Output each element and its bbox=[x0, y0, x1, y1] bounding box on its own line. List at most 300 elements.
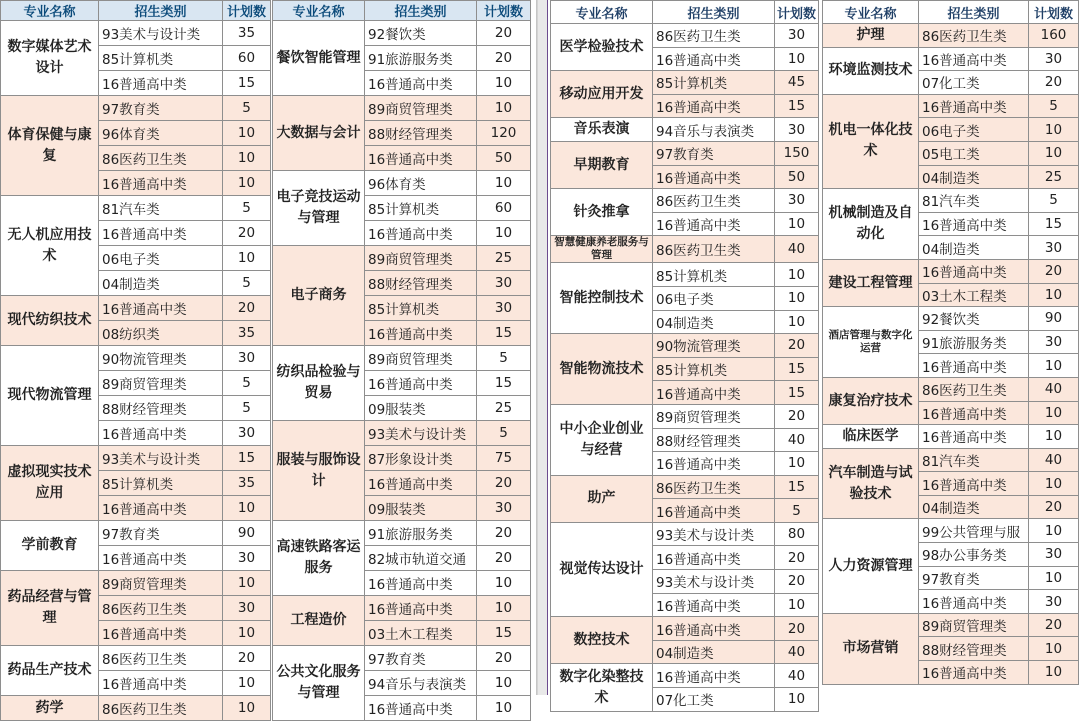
plan-count-cell: 5 bbox=[775, 499, 819, 523]
category-cell: 97教育类 bbox=[99, 96, 223, 121]
plan-count-cell: 10 bbox=[775, 212, 819, 236]
category-cell: 16普通高中类 bbox=[365, 571, 477, 596]
category-cell: 16普通高中类 bbox=[365, 471, 477, 496]
table-row bbox=[1, 446, 271, 471]
category-cell: 16普通高中类 bbox=[99, 621, 223, 646]
category-cell: 85计算机类 bbox=[653, 71, 775, 95]
major-name: 无人机应用技术 bbox=[1, 196, 99, 296]
category-cell: 86医药卫生类 bbox=[653, 189, 775, 213]
major-name: 电子竞技运动与管理 bbox=[273, 171, 365, 246]
plan-count-cell: 10 bbox=[1029, 519, 1079, 543]
table-row bbox=[273, 421, 531, 446]
plan-count-cell: 10 bbox=[775, 688, 819, 712]
category-cell: 88财经管理类 bbox=[99, 396, 223, 421]
major-name: 数控技术 bbox=[551, 617, 653, 664]
plan-count-cell: 50 bbox=[775, 165, 819, 189]
plan-count-cell: 15 bbox=[775, 381, 819, 405]
table-row bbox=[823, 94, 1079, 118]
plan-count-cell: 30 bbox=[1029, 590, 1079, 614]
category-cell: 16普通高中类 bbox=[365, 146, 477, 171]
column-header-major: 专业名称 bbox=[551, 1, 653, 24]
table-row bbox=[823, 189, 1079, 213]
category-cell: 86医药卫生类 bbox=[99, 696, 223, 721]
table-row bbox=[551, 263, 819, 287]
plan-count-cell: 15 bbox=[775, 94, 819, 118]
category-cell: 81汽车类 bbox=[919, 448, 1029, 472]
category-cell: 16普通高中类 bbox=[919, 259, 1029, 283]
column-header-category: 招生类别 bbox=[365, 1, 477, 21]
major-name: 康复治疗技术 bbox=[823, 377, 919, 424]
column-header-major: 专业名称 bbox=[1, 1, 99, 21]
plan-count-cell: 20 bbox=[477, 646, 531, 671]
plan-count-cell: 20 bbox=[775, 334, 819, 358]
category-cell: 86医药卫生类 bbox=[653, 24, 775, 48]
category-cell: 04制造类 bbox=[653, 310, 775, 334]
table-row bbox=[551, 24, 819, 48]
category-cell: 85计算机类 bbox=[99, 46, 223, 71]
major-name: 服装与服饰设计 bbox=[273, 421, 365, 521]
plan-count-cell: 40 bbox=[1029, 448, 1079, 472]
table-row bbox=[823, 24, 1079, 48]
category-cell: 91旅游服务类 bbox=[365, 521, 477, 546]
plan-count-cell: 10 bbox=[223, 121, 271, 146]
plan-count-cell: 20 bbox=[1029, 495, 1079, 519]
plan-count-cell: 20 bbox=[223, 221, 271, 246]
table-row bbox=[823, 448, 1079, 472]
table-row bbox=[1, 521, 271, 546]
category-cell: 04制造类 bbox=[99, 271, 223, 296]
plan-count-cell: 10 bbox=[775, 593, 819, 617]
major-name: 早期教育 bbox=[551, 141, 653, 188]
category-cell: 93美术与设计类 bbox=[653, 522, 775, 546]
category-cell: 89商贸管理类 bbox=[365, 246, 477, 271]
category-cell: 06电子类 bbox=[919, 118, 1029, 142]
plan-count-cell: 5 bbox=[223, 196, 271, 221]
category-cell: 93美术与设计类 bbox=[653, 570, 775, 594]
plan-count-cell: 15 bbox=[477, 371, 531, 396]
category-cell: 05电工类 bbox=[919, 141, 1029, 165]
plan-count-cell: 30 bbox=[477, 296, 531, 321]
category-cell: 16普通高中类 bbox=[365, 696, 477, 721]
category-cell: 85计算机类 bbox=[365, 296, 477, 321]
plan-count-cell: 10 bbox=[477, 171, 531, 196]
plan-count-cell: 10 bbox=[1029, 472, 1079, 496]
category-cell: 86医药卫生类 bbox=[653, 236, 775, 263]
plan-count-cell: 30 bbox=[477, 496, 531, 521]
category-cell: 85计算机类 bbox=[99, 471, 223, 496]
category-cell: 16普通高中类 bbox=[653, 94, 775, 118]
plan-count-cell: 15 bbox=[223, 446, 271, 471]
plan-count-cell: 10 bbox=[775, 452, 819, 476]
category-cell: 86医药卫生类 bbox=[653, 475, 775, 499]
category-cell: 85计算机类 bbox=[653, 357, 775, 381]
category-cell: 16普通高中类 bbox=[653, 617, 775, 641]
table-row bbox=[273, 646, 531, 671]
plan-count-cell: 35 bbox=[223, 21, 271, 46]
category-cell: 16普通高中类 bbox=[919, 212, 1029, 236]
plan-count-cell: 15 bbox=[477, 321, 531, 346]
enrollment-table-4 bbox=[822, 0, 1079, 685]
table-row bbox=[823, 307, 1079, 331]
table-row bbox=[551, 189, 819, 213]
page-gap bbox=[537, 0, 547, 695]
right-panel bbox=[547, 0, 1090, 710]
category-cell: 16普通高中类 bbox=[919, 425, 1029, 449]
plan-count-cell: 30 bbox=[1029, 236, 1079, 260]
category-cell: 06电子类 bbox=[653, 286, 775, 310]
plan-count-cell: 20 bbox=[775, 546, 819, 570]
plan-count-cell: 90 bbox=[223, 521, 271, 546]
table-row bbox=[551, 404, 819, 428]
major-name: 虚拟现实技术应用 bbox=[1, 446, 99, 521]
plan-count-cell: 20 bbox=[477, 471, 531, 496]
table-row bbox=[551, 141, 819, 165]
category-cell: 97教育类 bbox=[919, 566, 1029, 590]
plan-count-cell: 30 bbox=[223, 346, 271, 371]
category-cell: 16普通高中类 bbox=[919, 401, 1029, 425]
plan-count-cell: 20 bbox=[1029, 613, 1079, 637]
plan-count-cell: 20 bbox=[1029, 259, 1079, 283]
category-cell: 09服装类 bbox=[365, 396, 477, 421]
column-header-plan: 计划数 bbox=[1029, 1, 1079, 24]
major-name: 市场营销 bbox=[823, 613, 919, 684]
major-name: 数字媒体艺术设计 bbox=[1, 21, 99, 96]
table-row bbox=[551, 617, 819, 641]
major-name: 人力资源管理 bbox=[823, 519, 919, 613]
category-cell: 86医药卫生类 bbox=[99, 646, 223, 671]
major-name: 音乐表演 bbox=[551, 118, 653, 142]
plan-count-cell: 30 bbox=[1029, 330, 1079, 354]
plan-count-cell: 15 bbox=[775, 475, 819, 499]
enrollment-table-1 bbox=[0, 0, 271, 721]
category-cell: 94音乐与表演类 bbox=[365, 671, 477, 696]
category-cell: 16普通高中类 bbox=[99, 496, 223, 521]
plan-count-cell: 30 bbox=[1029, 47, 1079, 71]
category-cell: 16普通高中类 bbox=[653, 212, 775, 236]
plan-count-cell: 60 bbox=[223, 46, 271, 71]
left-panel bbox=[0, 0, 537, 718]
table-row bbox=[273, 596, 531, 621]
category-cell: 93美术与设计类 bbox=[99, 446, 223, 471]
plan-count-cell: 20 bbox=[223, 296, 271, 321]
table-row bbox=[551, 664, 819, 688]
table-row bbox=[551, 522, 819, 546]
plan-count-cell: 15 bbox=[775, 357, 819, 381]
category-cell: 89商贸管理类 bbox=[365, 96, 477, 121]
table-row bbox=[273, 96, 531, 121]
plan-count-cell: 40 bbox=[775, 236, 819, 263]
column-header-major: 专业名称 bbox=[273, 1, 365, 21]
plan-count-cell: 30 bbox=[223, 546, 271, 571]
column-header-category: 招生类别 bbox=[99, 1, 223, 21]
category-cell: 93美术与设计类 bbox=[99, 21, 223, 46]
category-cell: 16普通高中类 bbox=[365, 371, 477, 396]
table-row bbox=[1, 346, 271, 371]
major-name: 机电一体化技术 bbox=[823, 94, 919, 188]
plan-count-cell: 10 bbox=[223, 621, 271, 646]
major-name: 视觉传达设计 bbox=[551, 522, 653, 616]
category-cell: 16普通高中类 bbox=[99, 221, 223, 246]
plan-count-cell: 30 bbox=[775, 118, 819, 142]
table-row bbox=[1, 646, 271, 671]
category-cell: 92餐饮类 bbox=[919, 307, 1029, 331]
category-cell: 16普通高中类 bbox=[365, 221, 477, 246]
category-cell: 86医药卫生类 bbox=[919, 377, 1029, 401]
category-cell: 85计算机类 bbox=[653, 263, 775, 287]
plan-count-cell: 10 bbox=[1029, 283, 1079, 307]
header-row bbox=[1, 1, 271, 21]
table-row bbox=[823, 519, 1079, 543]
category-cell: 16普通高中类 bbox=[919, 47, 1029, 71]
category-cell: 91旅游服务类 bbox=[919, 330, 1029, 354]
major-name: 助产 bbox=[551, 475, 653, 522]
plan-count-cell: 10 bbox=[1029, 425, 1079, 449]
plan-count-cell: 5 bbox=[1029, 189, 1079, 213]
plan-count-cell: 10 bbox=[775, 310, 819, 334]
column-header-plan: 计划数 bbox=[775, 1, 819, 24]
plan-count-cell: 20 bbox=[775, 404, 819, 428]
category-cell: 90物流管理类 bbox=[653, 334, 775, 358]
category-cell: 88财经管理类 bbox=[653, 428, 775, 452]
plan-count-cell: 10 bbox=[477, 571, 531, 596]
category-cell: 98办公事务类 bbox=[919, 543, 1029, 567]
category-cell: 16普通高中类 bbox=[919, 354, 1029, 378]
category-cell: 16普通高中类 bbox=[919, 590, 1029, 614]
plan-count-cell: 20 bbox=[477, 521, 531, 546]
plan-count-cell: 20 bbox=[477, 21, 531, 46]
enrollment-table-3 bbox=[550, 0, 819, 712]
category-cell: 99公共管理与服 bbox=[919, 519, 1029, 543]
plan-count-cell: 10 bbox=[223, 171, 271, 196]
category-cell: 94音乐与表演类 bbox=[653, 118, 775, 142]
major-name: 学前教育 bbox=[1, 521, 99, 571]
category-cell: 08纺织类 bbox=[99, 321, 223, 346]
table-row bbox=[273, 346, 531, 371]
enrollment-table-2 bbox=[272, 0, 531, 721]
plan-count-cell: 10 bbox=[477, 71, 531, 96]
plan-count-cell: 20 bbox=[477, 46, 531, 71]
table-row bbox=[1, 21, 271, 46]
table-row bbox=[823, 377, 1079, 401]
plan-count-cell: 160 bbox=[1029, 24, 1079, 48]
header-row bbox=[273, 1, 531, 21]
table-row bbox=[551, 475, 819, 499]
category-cell: 88财经管理类 bbox=[365, 271, 477, 296]
plan-count-cell: 30 bbox=[1029, 543, 1079, 567]
plan-count-cell: 10 bbox=[775, 286, 819, 310]
category-cell: 16普通高中类 bbox=[365, 596, 477, 621]
category-cell: 97教育类 bbox=[653, 141, 775, 165]
major-name: 现代物流管理 bbox=[1, 346, 99, 446]
table-row bbox=[551, 71, 819, 95]
plan-count-cell: 5 bbox=[477, 346, 531, 371]
major-name: 建设工程管理 bbox=[823, 259, 919, 306]
plan-count-cell: 10 bbox=[477, 696, 531, 721]
category-cell: 16普通高中类 bbox=[653, 47, 775, 71]
category-cell: 07化工类 bbox=[919, 71, 1029, 95]
category-cell: 16普通高中类 bbox=[99, 71, 223, 96]
plan-count-cell: 35 bbox=[223, 471, 271, 496]
table-row bbox=[273, 171, 531, 196]
table-row bbox=[1, 96, 271, 121]
plan-count-cell: 10 bbox=[1029, 141, 1079, 165]
category-cell: 89商贸管理类 bbox=[99, 571, 223, 596]
table-row bbox=[551, 334, 819, 358]
plan-count-cell: 20 bbox=[775, 617, 819, 641]
plan-count-cell: 25 bbox=[477, 396, 531, 421]
header-row bbox=[823, 1, 1079, 24]
plan-count-cell: 10 bbox=[775, 47, 819, 71]
category-cell: 16普通高中类 bbox=[919, 661, 1029, 685]
category-cell: 16普通高中类 bbox=[653, 546, 775, 570]
table-row bbox=[823, 425, 1079, 449]
major-name: 中小企业创业与经营 bbox=[551, 404, 653, 475]
plan-count-cell: 20 bbox=[223, 646, 271, 671]
plan-count-cell: 5 bbox=[223, 396, 271, 421]
plan-count-cell: 10 bbox=[223, 571, 271, 596]
category-cell: 04制造类 bbox=[919, 495, 1029, 519]
major-name: 药品生产技术 bbox=[1, 646, 99, 696]
category-cell: 89商贸管理类 bbox=[365, 346, 477, 371]
major-name: 环境监测技术 bbox=[823, 47, 919, 94]
category-cell: 03土木工程类 bbox=[365, 621, 477, 646]
major-name: 公共文化服务与管理 bbox=[273, 646, 365, 721]
category-cell: 86医药卫生类 bbox=[99, 596, 223, 621]
category-cell: 04制造类 bbox=[919, 165, 1029, 189]
category-cell: 96体育类 bbox=[365, 171, 477, 196]
plan-count-cell: 20 bbox=[775, 570, 819, 594]
plan-count-cell: 60 bbox=[477, 196, 531, 221]
major-name: 智能物流技术 bbox=[551, 334, 653, 405]
plan-count-cell: 10 bbox=[1029, 118, 1079, 142]
category-cell: 09服装类 bbox=[365, 496, 477, 521]
plan-count-cell: 30 bbox=[223, 421, 271, 446]
major-name: 移动应用开发 bbox=[551, 71, 653, 118]
major-name: 餐饮智能管理 bbox=[273, 21, 365, 96]
plan-count-cell: 30 bbox=[223, 596, 271, 621]
plan-count-cell: 30 bbox=[775, 24, 819, 48]
category-cell: 16普通高中类 bbox=[919, 94, 1029, 118]
category-cell: 16普通高中类 bbox=[99, 421, 223, 446]
column-header-plan: 计划数 bbox=[223, 1, 271, 21]
column-header-category: 招生类别 bbox=[653, 1, 775, 24]
major-name: 高速铁路客运服务 bbox=[273, 521, 365, 596]
plan-count-cell: 5 bbox=[223, 271, 271, 296]
category-cell: 16普通高中类 bbox=[653, 452, 775, 476]
plan-count-cell: 5 bbox=[223, 371, 271, 396]
major-name: 工程造价 bbox=[273, 596, 365, 646]
plan-count-cell: 30 bbox=[775, 189, 819, 213]
table-row bbox=[551, 236, 819, 263]
category-cell: 91旅游服务类 bbox=[365, 46, 477, 71]
category-cell: 86医药卫生类 bbox=[919, 24, 1029, 48]
table-row bbox=[273, 246, 531, 271]
category-cell: 97教育类 bbox=[365, 646, 477, 671]
category-cell: 16普通高中类 bbox=[653, 165, 775, 189]
category-cell: 07化工类 bbox=[653, 688, 775, 712]
major-name: 智能控制技术 bbox=[551, 263, 653, 334]
plan-count-cell: 10 bbox=[223, 246, 271, 271]
category-cell: 89商贸管理类 bbox=[919, 613, 1029, 637]
plan-count-cell: 10 bbox=[223, 146, 271, 171]
category-cell: 90物流管理类 bbox=[99, 346, 223, 371]
plan-count-cell: 15 bbox=[477, 621, 531, 646]
category-cell: 16普通高中类 bbox=[365, 71, 477, 96]
category-cell: 86医药卫生类 bbox=[99, 146, 223, 171]
table-row bbox=[823, 47, 1079, 71]
major-name: 体育保健与康复 bbox=[1, 96, 99, 196]
plan-count-cell: 20 bbox=[477, 546, 531, 571]
major-name: 现代纺织技术 bbox=[1, 296, 99, 346]
plan-count-cell: 5 bbox=[1029, 94, 1079, 118]
plan-count-cell: 10 bbox=[1029, 661, 1079, 685]
table-row bbox=[823, 259, 1079, 283]
table-row bbox=[1, 296, 271, 321]
category-cell: 03土木工程类 bbox=[919, 283, 1029, 307]
major-name: 电子商务 bbox=[273, 246, 365, 346]
plan-count-cell: 10 bbox=[775, 263, 819, 287]
plan-count-cell: 15 bbox=[223, 71, 271, 96]
category-cell: 92餐饮类 bbox=[365, 21, 477, 46]
category-cell: 16普通高中类 bbox=[653, 593, 775, 617]
plan-count-cell: 10 bbox=[1029, 354, 1079, 378]
major-name: 药品经营与管理 bbox=[1, 571, 99, 646]
category-cell: 93美术与设计类 bbox=[365, 421, 477, 446]
category-cell: 16普通高中类 bbox=[653, 381, 775, 405]
category-cell: 85计算机类 bbox=[365, 196, 477, 221]
plan-count-cell: 45 bbox=[775, 71, 819, 95]
major-name: 数字化染整技术 bbox=[551, 664, 653, 711]
category-cell: 16普通高中类 bbox=[653, 499, 775, 523]
plan-count-cell: 40 bbox=[1029, 377, 1079, 401]
category-cell: 87形象设计类 bbox=[365, 446, 477, 471]
plan-count-cell: 40 bbox=[775, 664, 819, 688]
plan-count-cell: 50 bbox=[477, 146, 531, 171]
plan-count-cell: 80 bbox=[775, 522, 819, 546]
plan-count-cell: 10 bbox=[223, 671, 271, 696]
category-cell: 06电子类 bbox=[99, 246, 223, 271]
table-row bbox=[1, 196, 271, 221]
plan-count-cell: 10 bbox=[477, 221, 531, 246]
plan-count-cell: 25 bbox=[1029, 165, 1079, 189]
plan-count-cell: 40 bbox=[775, 640, 819, 664]
plan-count-cell: 10 bbox=[1029, 566, 1079, 590]
plan-count-cell: 25 bbox=[477, 246, 531, 271]
category-cell: 96体育类 bbox=[99, 121, 223, 146]
column-header-category: 招生类别 bbox=[919, 1, 1029, 24]
major-name: 机械制造及自动化 bbox=[823, 189, 919, 260]
category-cell: 16普通高中类 bbox=[99, 546, 223, 571]
plan-count-cell: 10 bbox=[477, 96, 531, 121]
major-name: 纺织品检验与贸易 bbox=[273, 346, 365, 421]
category-cell: 04制造类 bbox=[919, 236, 1029, 260]
category-cell: 16普通高中类 bbox=[99, 171, 223, 196]
plan-count-cell: 10 bbox=[477, 671, 531, 696]
table-row bbox=[273, 521, 531, 546]
category-cell: 16普通高中类 bbox=[99, 671, 223, 696]
column-header-plan: 计划数 bbox=[477, 1, 531, 21]
major-name: 汽车制造与试验技术 bbox=[823, 448, 919, 519]
major-name: 大数据与会计 bbox=[273, 96, 365, 171]
category-cell: 16普通高中类 bbox=[365, 321, 477, 346]
category-cell: 04制造类 bbox=[653, 640, 775, 664]
major-name: 医学检验技术 bbox=[551, 24, 653, 71]
table-row bbox=[551, 118, 819, 142]
major-name: 临床医学 bbox=[823, 425, 919, 449]
plan-count-cell: 10 bbox=[477, 596, 531, 621]
category-cell: 89商贸管理类 bbox=[99, 371, 223, 396]
plan-count-cell: 30 bbox=[477, 271, 531, 296]
